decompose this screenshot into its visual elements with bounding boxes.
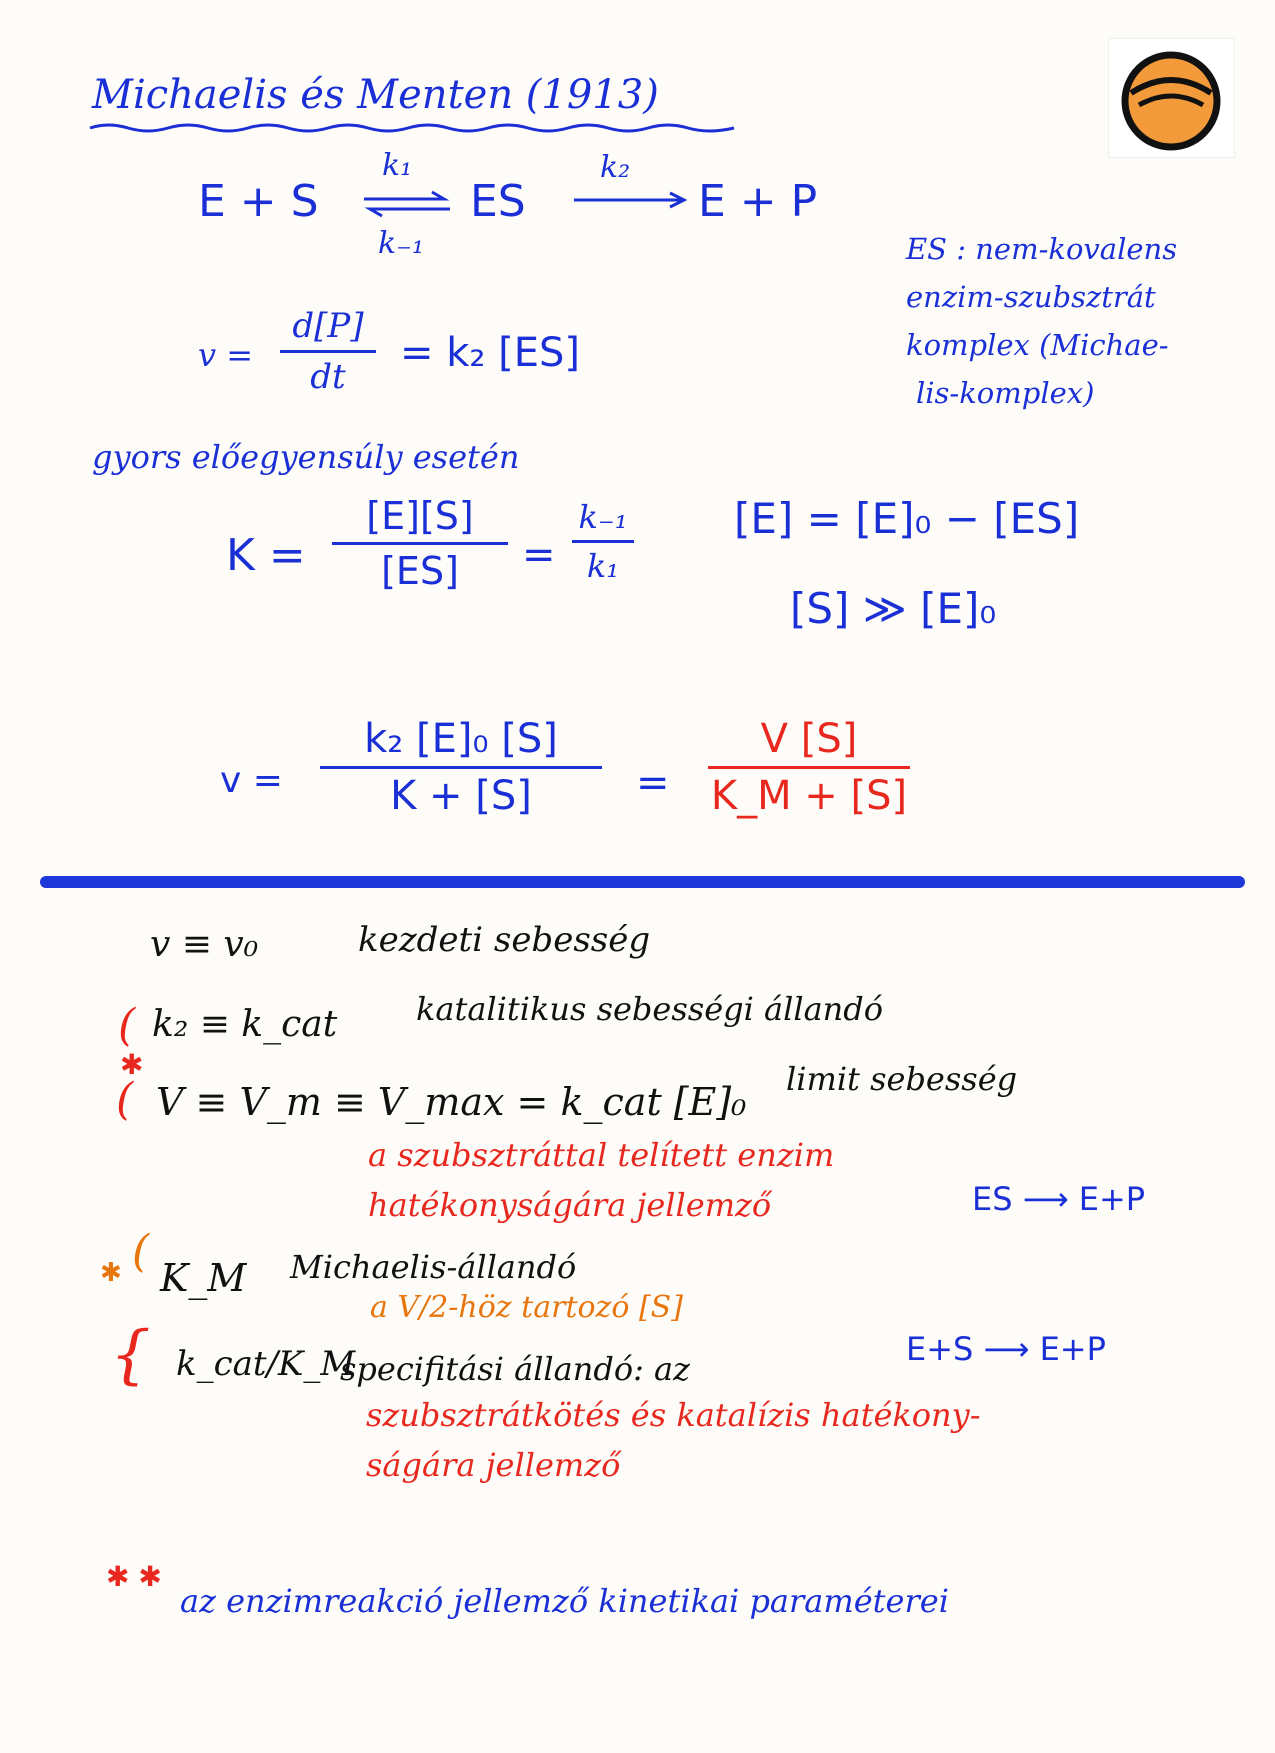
es-note-line-2: enzim-szubsztrát (906, 280, 1156, 314)
mm-eq-fraction-2 (706, 716, 912, 819)
def-spec-note-2: ságára jellemző (366, 1446, 621, 1484)
mm-eq-lhs: v = (220, 760, 283, 801)
es-note-line-1: ES : nem-kovalens (906, 232, 1178, 266)
def-KM-note: a V/2-höz tartozó [S] (370, 1290, 683, 1325)
def-v0-label: kezdeti sebesség (358, 920, 651, 960)
mm-eq-num: k₂ [E]₀ [S] (364, 716, 558, 762)
k-eq-equals: = (522, 532, 556, 578)
bracket-km-open: ( (132, 1226, 150, 1277)
rate-eq-den: dt (310, 357, 346, 397)
forward-arrow-icon (572, 190, 690, 210)
def-V-label: limit sebesség (786, 1060, 1018, 1098)
mm-eq-num2: V [S] (760, 716, 858, 762)
def-k2: k₂ ≡ k_cat (152, 1004, 338, 1045)
k-eq-den: [ES] (381, 549, 459, 593)
es-note-line-4: lis-komplex) (916, 376, 1095, 410)
rate-eq-num: d[P] (292, 306, 364, 346)
asterisk-mark-2: ✱ (100, 1258, 122, 1288)
asterisk-mark-1: ✱ (120, 1048, 144, 1081)
reaction-right: E + P (698, 176, 818, 227)
logo-box (1108, 38, 1235, 158)
reaction-k1: k₁ (382, 148, 413, 183)
rate-eq-rhs: = k₂ [ES] (400, 330, 581, 376)
k-eq-num2: k₋₁ (578, 498, 628, 536)
mm-eq-den2: K_M + [S] (710, 773, 908, 819)
rate-eq-lhs: v = (198, 336, 254, 374)
rate-eq-fraction (278, 306, 378, 397)
reaction-middle: ES (470, 176, 526, 227)
def-V-reaction: ES ⟶ E+P (972, 1180, 1146, 1218)
def-spec-label: specifitási állandó: az (340, 1350, 690, 1388)
bracket-k2-open: ( (118, 1000, 136, 1051)
def-V: V ≡ V_m ≡ V_max = k_cat [E]₀ (156, 1080, 747, 1124)
preeq-label: gyors előegyensúly esetén (92, 438, 520, 476)
mm-eq-fraction-1 (318, 716, 604, 819)
reaction-left: E + S (198, 176, 319, 227)
k-eq-den2: k₁ (586, 547, 620, 585)
def-k2-label: katalitikus sebességi állandó (416, 990, 883, 1028)
bracket-v-open: ( (116, 1074, 134, 1125)
def-spec: k_cat/K_M (176, 1344, 356, 1384)
def-spec-note-1: szubsztrátkötés és katalízis hatékony- (366, 1396, 981, 1434)
k-eq-fraction-2 (566, 498, 640, 585)
mm-eq-den: K + [S] (390, 773, 532, 819)
def-V-note-2: hatékonyságára jellemző (368, 1186, 772, 1224)
def-spec-reaction: E+S ⟶ E+P (906, 1330, 1106, 1368)
reaction-k-1: k₋₁ (378, 226, 425, 261)
footnote-marks: ✱ ✱ (106, 1560, 162, 1593)
es-note-line-3: komplex (Michae- (906, 328, 1169, 362)
logo-icon (1109, 39, 1234, 157)
section-divider (40, 876, 1245, 888)
k-eq-fraction-1 (330, 494, 510, 593)
approx-eq: [S] ≫ [E]₀ (790, 584, 997, 633)
equilibrium-arrows-icon (362, 190, 452, 218)
def-KM-label: Michaelis-állandó (290, 1248, 577, 1286)
def-V-note-1: a szubsztráttal telített enzim (368, 1136, 835, 1174)
mm-eq-equals: = (636, 760, 670, 806)
def-KM: K_M (160, 1256, 247, 1300)
k-eq-lhs: K = (226, 530, 306, 581)
reaction-k2: k₂ (600, 150, 631, 185)
conservation-eq: [E] = [E]₀ − [ES] (734, 494, 1080, 543)
bracket-spec-open: { (110, 1318, 151, 1392)
def-v0: v ≡ v₀ (150, 924, 259, 965)
footnote-text: az enzimreakció jellemző kinetikai paraméterei (180, 1582, 949, 1620)
title-underline (88, 120, 738, 136)
page-title: Michaelis és Menten (1913) (92, 72, 659, 118)
k-eq-num: [E][S] (366, 494, 474, 538)
